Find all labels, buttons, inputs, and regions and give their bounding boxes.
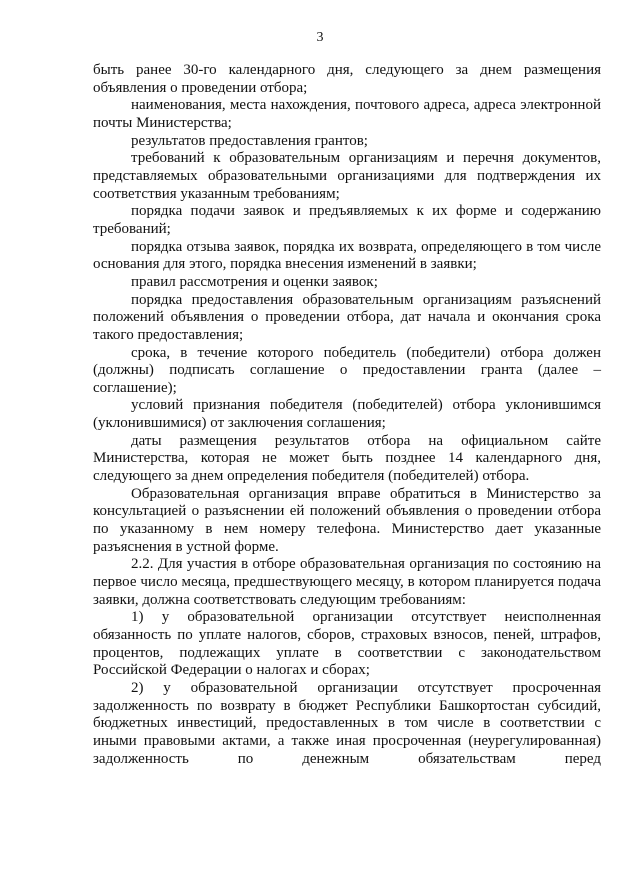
paragraph: порядка отзыва заявок, порядка их возврата, определяющего в том числе основания для этого, порядка внесения изменений в заявки; (93, 238, 601, 273)
paragraph: даты размещения результатов отбора на официальном сайте Министерства, которая не может быть позднее 14 календарного дня, следующего за днем определения победителя (победителей) отбора. (93, 432, 601, 485)
paragraph: быть ранее 30-го календарного дня, следующего за днем размещения объявления о проведении отбора; (93, 62, 601, 96)
paragraph: наименования, места нахождения, почтового адреса, адреса электронной почты Министерства; (93, 97, 601, 131)
paragraph: Образовательная организация вправе обратиться в Министерство за консультацией о разъяснении ей положений объявления о проведении отбора по указанному в нем номеру телефона. Министерство дает указанные разъяснения в устной форме. (93, 485, 601, 555)
paragraph: требований к образовательным организациям и перечня документов, представляемых образовательными организациями для подтверждения их соответствия указанным требованиям; (93, 150, 601, 202)
paragraph: результатов предоставления грантов; (131, 132, 368, 149)
paragraph: срока, в течение которого победитель (победители) отбора должен (должны) подписать соглашение о предоставлении гранта (далее – соглашение); (93, 344, 601, 396)
paragraph: порядка подачи заявок и предъявляемых к их форме и содержанию требований; (93, 203, 601, 237)
paragraph: порядка предоставления образовательным организациям разъяснений положений объявления о проведении отбора, дат начала и окончания срока такого предоставления; (93, 291, 601, 343)
document-body (93, 62, 601, 768)
paragraph: условий признания победителя (победителей) отбора уклонившимся (уклонившимися) от заключения соглашения; (93, 397, 601, 432)
paragraph: 2) у образовательной организации отсутствует просроченная задолженность по возврату в бюджет Республики Башкортостан субсидий, бюджетных инвестиций, предоставленных в том числе в соответствии с иными правовыми актами, а также иная просроченная (неурегулированная) задолженность по денежным обязательствам перед (93, 679, 601, 767)
paragraph: 2.2. Для участия в отборе образовательная организация по состоянию на первое число месяца, предшествующего месяцу, в котором планируется подача заявки, должна соответствовать следующим требованиям: (93, 556, 601, 608)
paragraph: 1) у образовательной организации отсутствует неисполненная обязанность по уплате налогов, сборов, страховых взносов, пеней, штрафов, процентов, подлежащих уплате в соответствии с законодательством Российской Федерации о налогах и сборах; (93, 609, 601, 679)
paragraph: правил рассмотрения и оценки заявок; (131, 273, 378, 290)
page-number: 3 (316, 30, 324, 45)
